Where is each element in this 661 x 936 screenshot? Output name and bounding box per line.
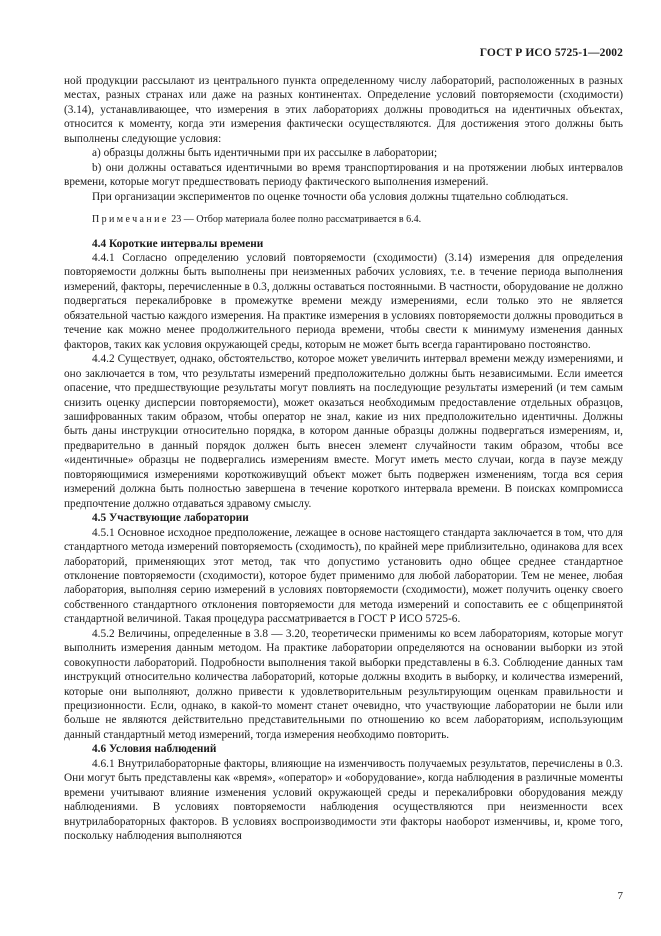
list-item-a: a) образцы должны быть идентичными при их рассылке в лаборатории; xyxy=(92,147,438,160)
section-heading-4-4: 4.4 Короткие интервалы времени xyxy=(92,237,264,250)
paragraph-conditions: При организации экспериментов по оценке точности оба условия должны тщательно соблюдаться. xyxy=(92,190,569,203)
paragraph-4-4-1: 4.4.1 Согласно определению условий повторяемости (сходимости) (3.14) измерения для определения повторяемости должны быть выполнены при неизменных рабочих условиях, т.е. в течение периода выполнения измерений, факторы, перечисленные в 0.3, должны оставаться постоянными. В частности, оборудование не должно подвергаться перекалибровке в промежутке времени между измерениями, если только это не является обязательной частью каждого измерения. На практике измерения в условиях повторяемости должны проводиться в течение как можно менее продолжительного периода времени, чтобы свести к минимуму изменения данных факторов, таких как условия окружающей среды, которым не может быть всегда гарантировано постоянство. xyxy=(64,251,623,351)
paragraph-4-6-1: 4.6.1 Внутрилабораторные факторы, влияющие на изменчивость получаемых результатов, перечислены в 0.3. Они могут быть представлены как «время», «оператор» и «оборудование», когда наблюдения в различные моменты времени учитывают влияние изменения условий окружающей среды и перекалибровки оборудования между наблюдениями. В условиях повторяемости наблюдения осуществляются при неизменности всех внутрилабораторных факторов. В условиях воспроизводимости эти факторы наоборот изменчивы, и, кроме того, поскольку наблюдения выполняются xyxy=(64,757,623,843)
section-heading-4-5: 4.5 Участвующие лаборатории xyxy=(92,512,249,525)
paragraph-4-5-2: 4.5.2 Величины, определенные в 3.8 — 3.20, теоретически применимы ко всем лабораториям, которые могут выполнить измерения данным методом. На практике лаборатории определяются на основании выборки из этой совокупности лабораторий. Подробности выполнения такой выборки представлены в 6.3. Соблюдение данных там инструкций относительно количества лабораторий, которые должны входить в выборку, и количества измерений, которые они выполняют, должно привести к удовлетворительным результирующим оценкам правильности и прецизионности. Если, однако, в какой-то момент станет очевидно, что участвующие лаборатории не были или больше не являются действительно представительными по отношению ко всем лабораториям, использующим данный стандартный метод измерений, тогда измерения необходимо повторить. xyxy=(64,627,623,741)
section-heading-4-6: 4.6 Условия наблюдений xyxy=(92,743,217,756)
page-content xyxy=(64,74,623,844)
note-text: 23 — Отбор материала более полно рассматривается в 6.4. xyxy=(168,214,422,226)
note-23 xyxy=(64,213,623,227)
note-label: Примечание xyxy=(92,214,169,226)
page-number: 7 xyxy=(617,890,623,902)
paragraph-4-4-2: 4.4.2 Существует, однако, обстоятельство, которое может увеличить интервал времени между измерениями, и оно заключается в том, что результаты измерений предположительно должны быть независимыми. Если имеется опасение, что предшествующие результаты могут повлиять на последующие результаты измерений (и тем самым снизить оценку дисперсии повторяемости), может оказаться необходимым предоставление отдельных образцов, зашифрованных таким образом, чтобы оператор не знал, какие из них предположительно идентичны. Должны быть даны инструкции относительно порядка, в котором данные образцы должны подвергаться измерениям, и, предварительно в данный порядок должен быть внесен элемент случайности таким образом, чтобы все «идентичные» образцы не подвергались измерениям вместе. Могут иметь место случаи, когда в паузе между повторяющимися измерениями короткоживущий объект может быть подвержен изменениям, тогда вся серия измерений должна быть полностью завершена в течение короткого интервала времени. В поисках компромисса предпочтение должно отдаваться здравому смыслу. xyxy=(64,353,623,510)
list-item-b: b) они должны оставаться идентичными во время транспортирования и на протяжении любых интервалов времени, которые могут предшествовать периоду фактического выполнения измерений. xyxy=(64,161,623,189)
paragraph-continuation: ной продукции рассылают из центрального пункта определенному числу лабораторий, расположенных в разных местах, разных странах или даже на разных континентах. Определение условий повторяемости (сходимости) (3.14), устанавливающее, что измерения в этих лабораториях должны проводиться на идентичных объектах, относится к моменту, когда эти измерения фактически осуществляются. Для достижения этого должны быть выполнены следующие условия: xyxy=(64,75,623,145)
paragraph-4-5-1: 4.5.1 Основное исходное предположение, лежащее в основе настоящего стандарта заключается в том, что для стандартного метода измерений повторяемость (сходимость), по крайней мере приблизительно, одинакова для всех лабораторий, применяющих этот метод, так что допустимо установить одно общее среднее стандартное отклонение повторяемости (сходимости), которое будет применимо для любой лаборатории. Тем не менее, любая лаборатория, выполняя серию измерений в условиях повторяемости (сходимости), может получить оценку своего собственного стандартного отклонения повторяемости для метода измерений и сопоставить ее с общепринятой стандартной величиной. Такая процедура рассматривается в ГОСТ Р ИСО 5725-6. xyxy=(64,526,623,626)
standard-header: ГОСТ Р ИСО 5725-1—2002 xyxy=(479,47,623,59)
